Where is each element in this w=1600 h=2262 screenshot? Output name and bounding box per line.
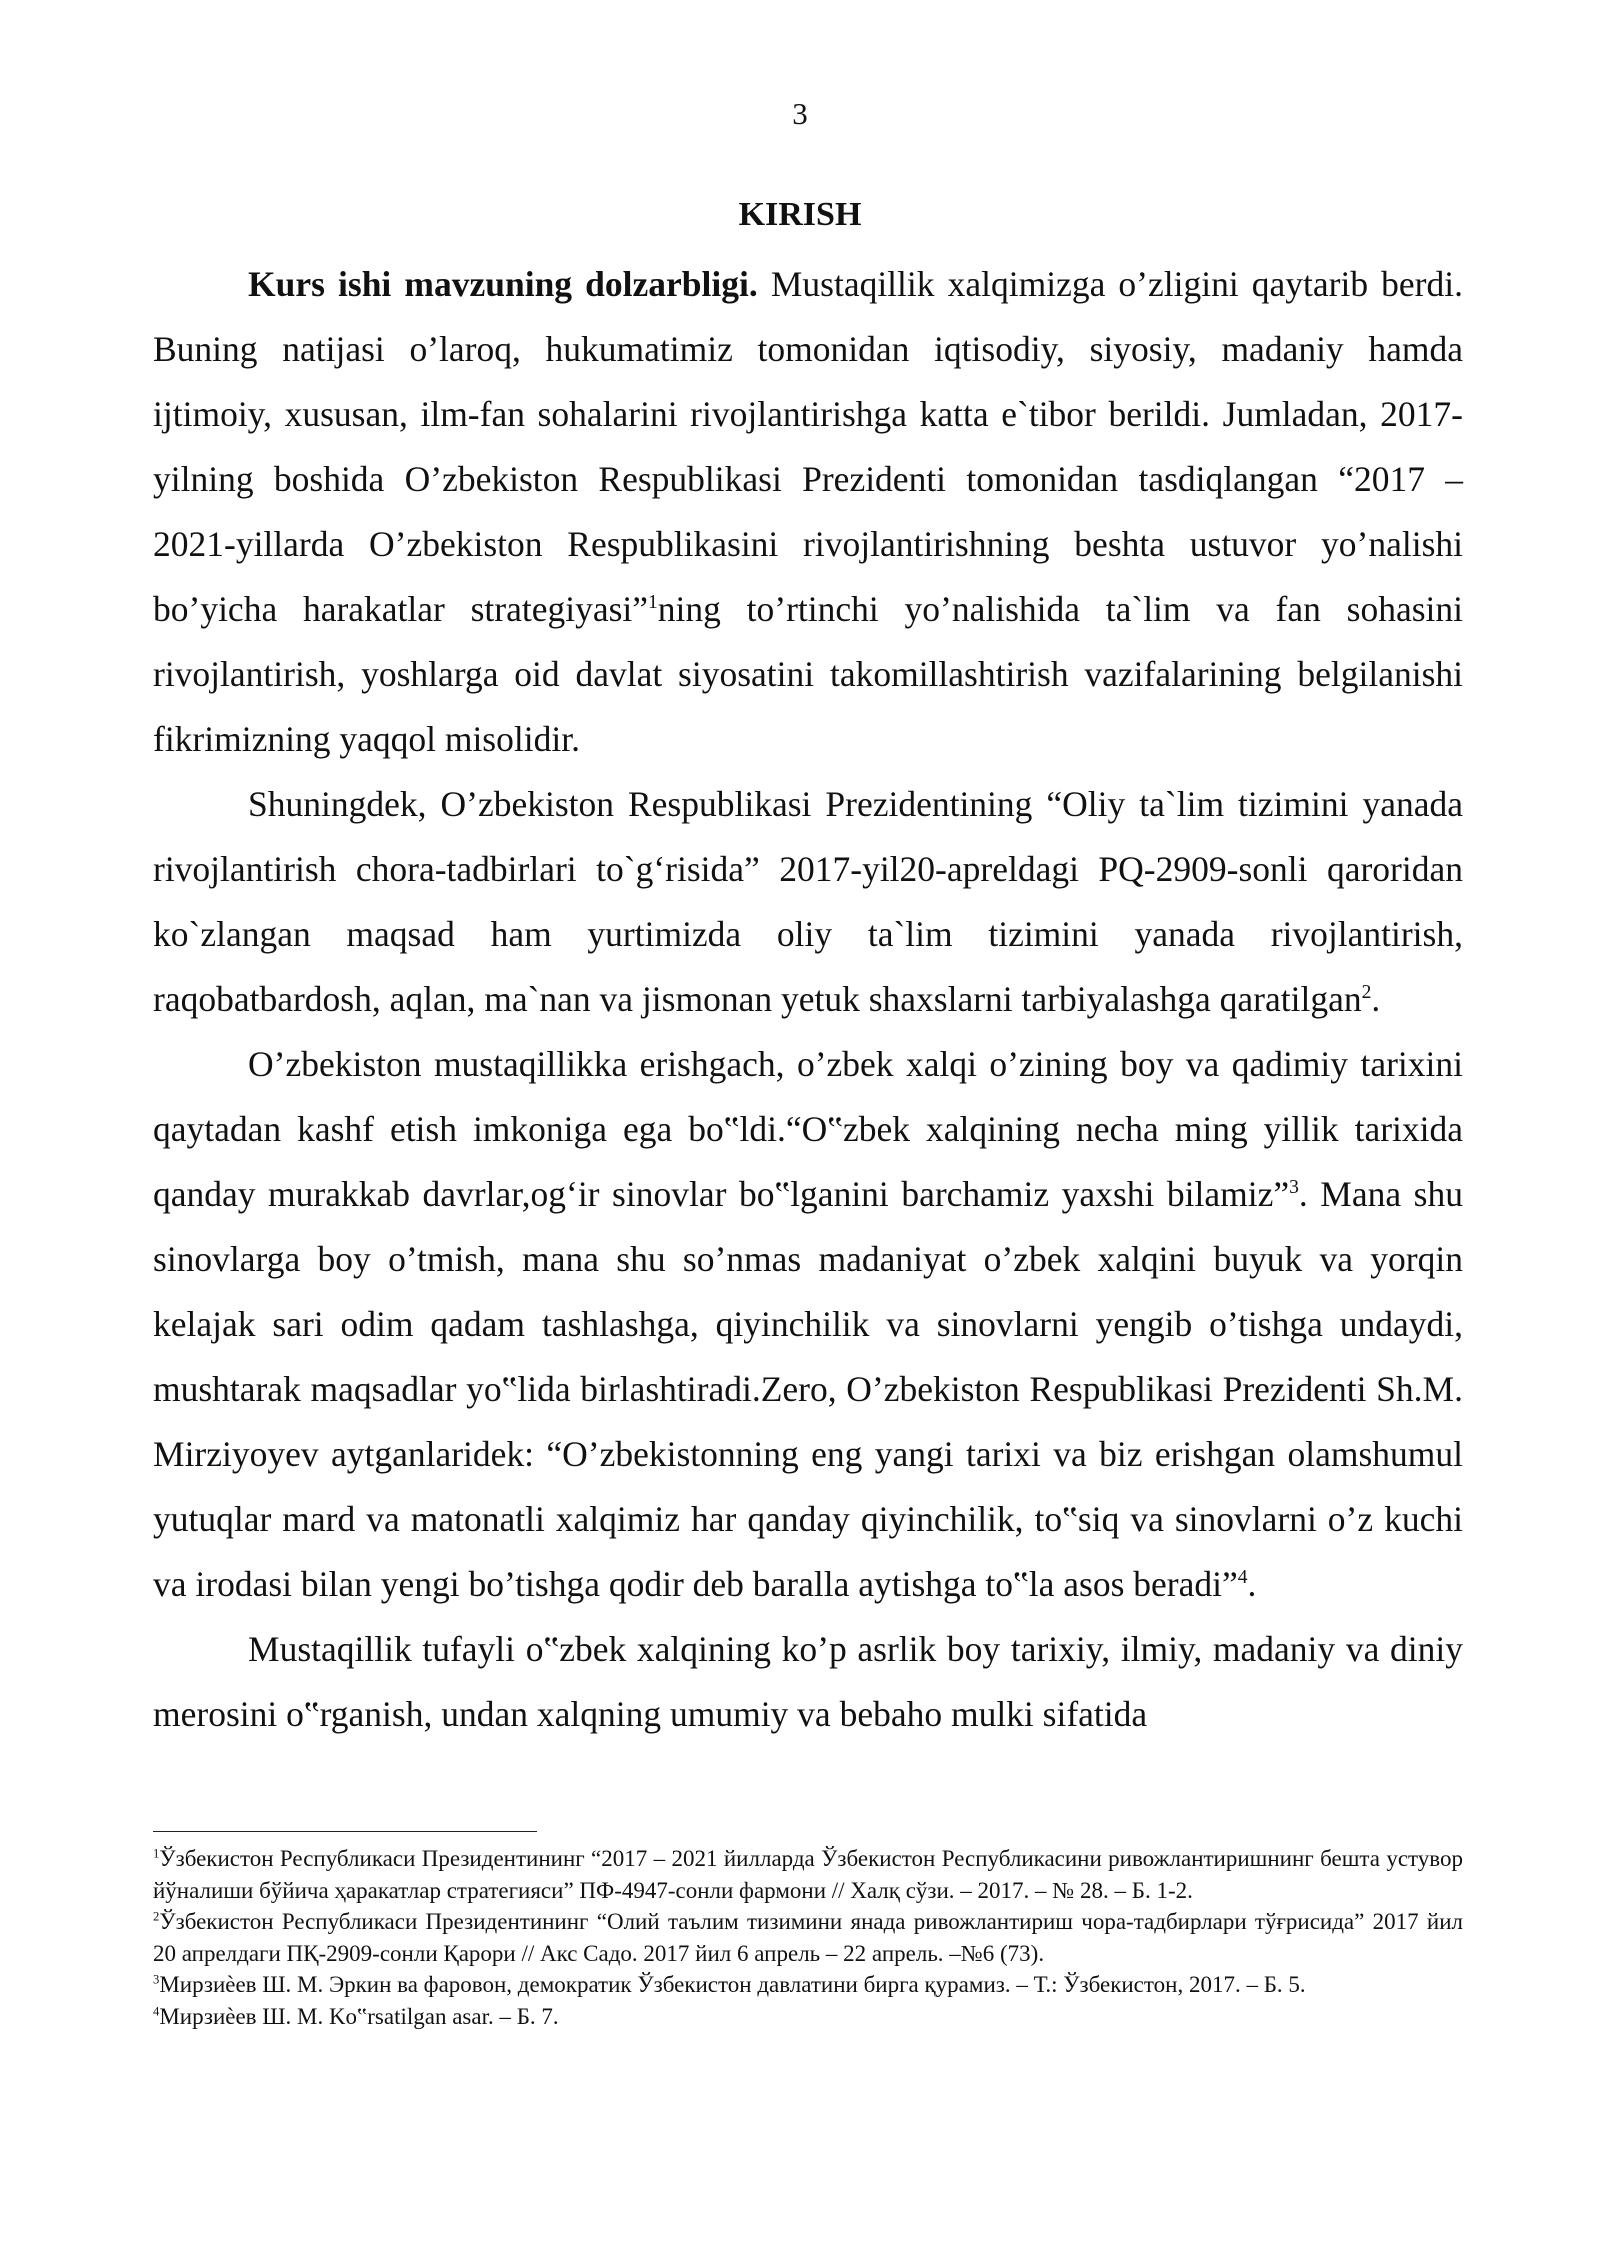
paragraph-text: . — [1247, 1564, 1257, 1604]
paragraph-history — [153, 1032, 1463, 1617]
paragraph-text: . — [1371, 979, 1381, 1019]
footnote-number: 3 — [153, 1972, 160, 1987]
body-text — [153, 252, 1463, 1747]
footnote-ref[interactable]: 4 — [1237, 1567, 1248, 1589]
footnote-text: Мирзиѐев Ш. М. Ko‟rsatilgan asar. – Б. 7. — [159, 2003, 559, 2029]
paragraph-lead: Kurs ishi mavzuning dolzarbligi. — [248, 264, 758, 304]
footnote-ref[interactable]: 3 — [1289, 1177, 1299, 1199]
footnote-number: 4 — [153, 2003, 160, 2018]
paragraph-text: Mustaqillik xalqimizga o’zligini qaytarib berdi. Buning natijasi o’laroq, hukumatimiz tomonidan iqtisodiy, siyosiy, madaniy hamda ijtimoiy, xususan, ilm-fan sohalarini rivojlantirishga katta e`tibor berildi. Jumladan, 2017-yilning boshida O’zbekiston Respublikasi Prezidenti tomonidan tasdiqlangan “2017 – 2021-yillarda O’zbekiston Respublikasini rivojlantirishning beshta ustuvor yo’nalishi bo’yicha harakatlar strategiyasi” — [153, 264, 1463, 629]
paragraph-text: ning to’rtinchi yo’nalishida ta`lim va fan sohasini rivojlantirish, yoshlarga oid davlat siyosatini takomillashtirish vazifalarining belgilanishi fikrimizning yaqqol misolidir. — [153, 589, 1463, 759]
footnotes — [153, 1843, 1463, 2032]
footnote-ref[interactable]: 1 — [648, 592, 658, 614]
paragraph-text: Shuningdek, O’zbekiston Respublikasi Prezidentining “Oliy ta`lim tizimini yanada rivojlantirish chora-tadbirlari to`g‘risida” 2017-yil20-apreldagi PQ-2909-sonli qaroridan ko`zlangan maqsad ham yurtimizda oliy ta`lim tizimini yanada rivojlantirish, raqobatbardosh, aqlan, ma`nan va jismonan yetuk shaxslarni tarbiyalashga qaratilgan — [153, 784, 1463, 1019]
footnote-text: Ўзбекистон Республикаси Президентининг “2017 – 2021 йилларда Ўзбекистон Республикасини ривожлантиришнинг бешта устувор йўналиши бўйича ҳаракатлар стратегияси” ПФ-4947-сонли фармони // Халқ сўзи. – 2017. – № 28. – Б. 1-2. — [153, 1846, 1463, 1903]
footnote-separator — [153, 1831, 537, 1832]
footnote-text: Ўзбекистон Республикаси Президентининг “Олий таълим тизимини янада ривожлантириш чора-тадбирлари тўғрисида” 2017 йил 20 апрелдаги ПҚ-2909-сонли Қарори // Акс Садо. 2017 йил 6 апрель – 22 апрель. –№6 (73). — [153, 1909, 1463, 1966]
footnote-item — [153, 1969, 1463, 2001]
footnote-number: 1 — [153, 1846, 160, 1861]
paragraph-text: . Mana shu sinovlarga boy o’tmish, mana shu so’nmas madaniyat o’zbek xalqini buyuk va yorqin kelajak sari odim qadam tashlashga, qiyinchilik va sinovlarni yengib o’tishga undaydi, mushtarak maqsadlar yo‟lida birlashtiradi.Zero, O’zbekiston Respublikasi Prezidenti Sh.M. Mirziyoyev aytganlaridek: “O’zbekistonning eng yangi tarixi va biz erishgan olamshumul yutuqlar mard va matonatli xalqimiz har qanday qiyinchilik, to‟siq va sinovlarni o’z kuchi va irodasi bilan yengi bo’tishga qodir deb baralla aytishga to‟la asos beradi” — [153, 1174, 1463, 1604]
paragraph-relevance — [153, 252, 1463, 772]
paragraph-text: O’zbekiston mustaqillikka erishgach, o’zbek xalqi o’zining boy va qadimiy tarixini qaytadan kashf etish imkoniga ega bo‟ldi.“O‟zbek xalqining necha ming yillik tarixida qanday murakkab davrlar,og‘ir sinovlar bo‟lganini barchamiz yaxshi bilamiz” — [153, 1044, 1463, 1214]
footnote-number: 2 — [153, 1909, 160, 1924]
footnote-item — [153, 2001, 1463, 2033]
paragraph-decree — [153, 772, 1463, 1032]
section-heading: KIRISH — [738, 196, 862, 233]
paragraph-text: Mustaqillik tufayli o‟zbek xalqining ko’p asrlik boy tarixiy, ilmiy, madaniy va diniy merosini o‟rganish, undan xalqning umumiy va bebaho mulki sifatida — [153, 1629, 1463, 1734]
footnote-ref[interactable]: 2 — [1361, 982, 1372, 1004]
footnote-text: Мирзиѐев Ш. М. Эркин ва фаровон, демократик Ўзбекистон давлатини бирга қурамиз. – Т.: Ўзбекистон, 2017. – Б. 5. — [159, 1972, 1306, 1997]
paragraph-heritage — [153, 1617, 1463, 1747]
footnote-item — [153, 1843, 1463, 1906]
page-number: 3 — [792, 96, 808, 131]
footnote-item — [153, 1906, 1463, 1969]
